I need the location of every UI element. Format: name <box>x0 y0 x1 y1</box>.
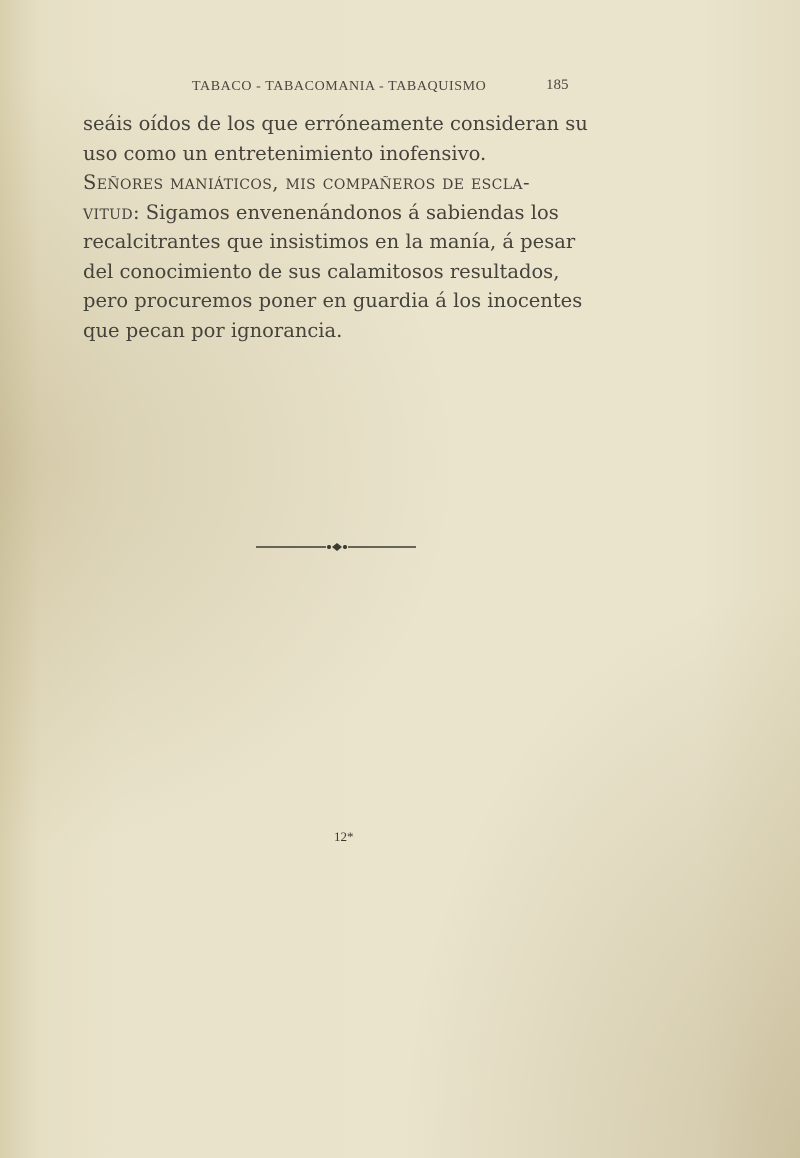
text-line: seáis oídos de los que erróneamente consideran su <box>83 112 588 135</box>
text-line: uso como un entretenimiento inofensivo. <box>83 141 487 165</box>
page-header <box>0 76 800 100</box>
page-number: 185 <box>546 77 569 93</box>
small-caps-text: vitud <box>83 200 134 224</box>
text-line: pero procuremos poner en guardia á los inocentes <box>83 289 583 312</box>
text-segment: : Sigamos envenenándonos á sabiendas los <box>133 200 559 224</box>
body-paragraphs <box>83 109 643 345</box>
running-head: TABACO - TABACOMANIA - TABAQUISMO <box>192 79 487 94</box>
small-caps-text: Señores maniáticos, mis compañeros de escla- <box>83 171 530 194</box>
section-end-ornament <box>256 541 416 553</box>
text-line: recalcitrantes que insistimos en la manía, á pesar <box>83 230 576 253</box>
text-line: del conocimiento de sus calamitosos resultados, <box>83 259 560 283</box>
text-line <box>83 168 643 198</box>
text-line <box>83 198 643 228</box>
text-line: que pecan por ignorancia. <box>83 318 343 342</box>
signature-mark: 12* <box>334 829 354 844</box>
